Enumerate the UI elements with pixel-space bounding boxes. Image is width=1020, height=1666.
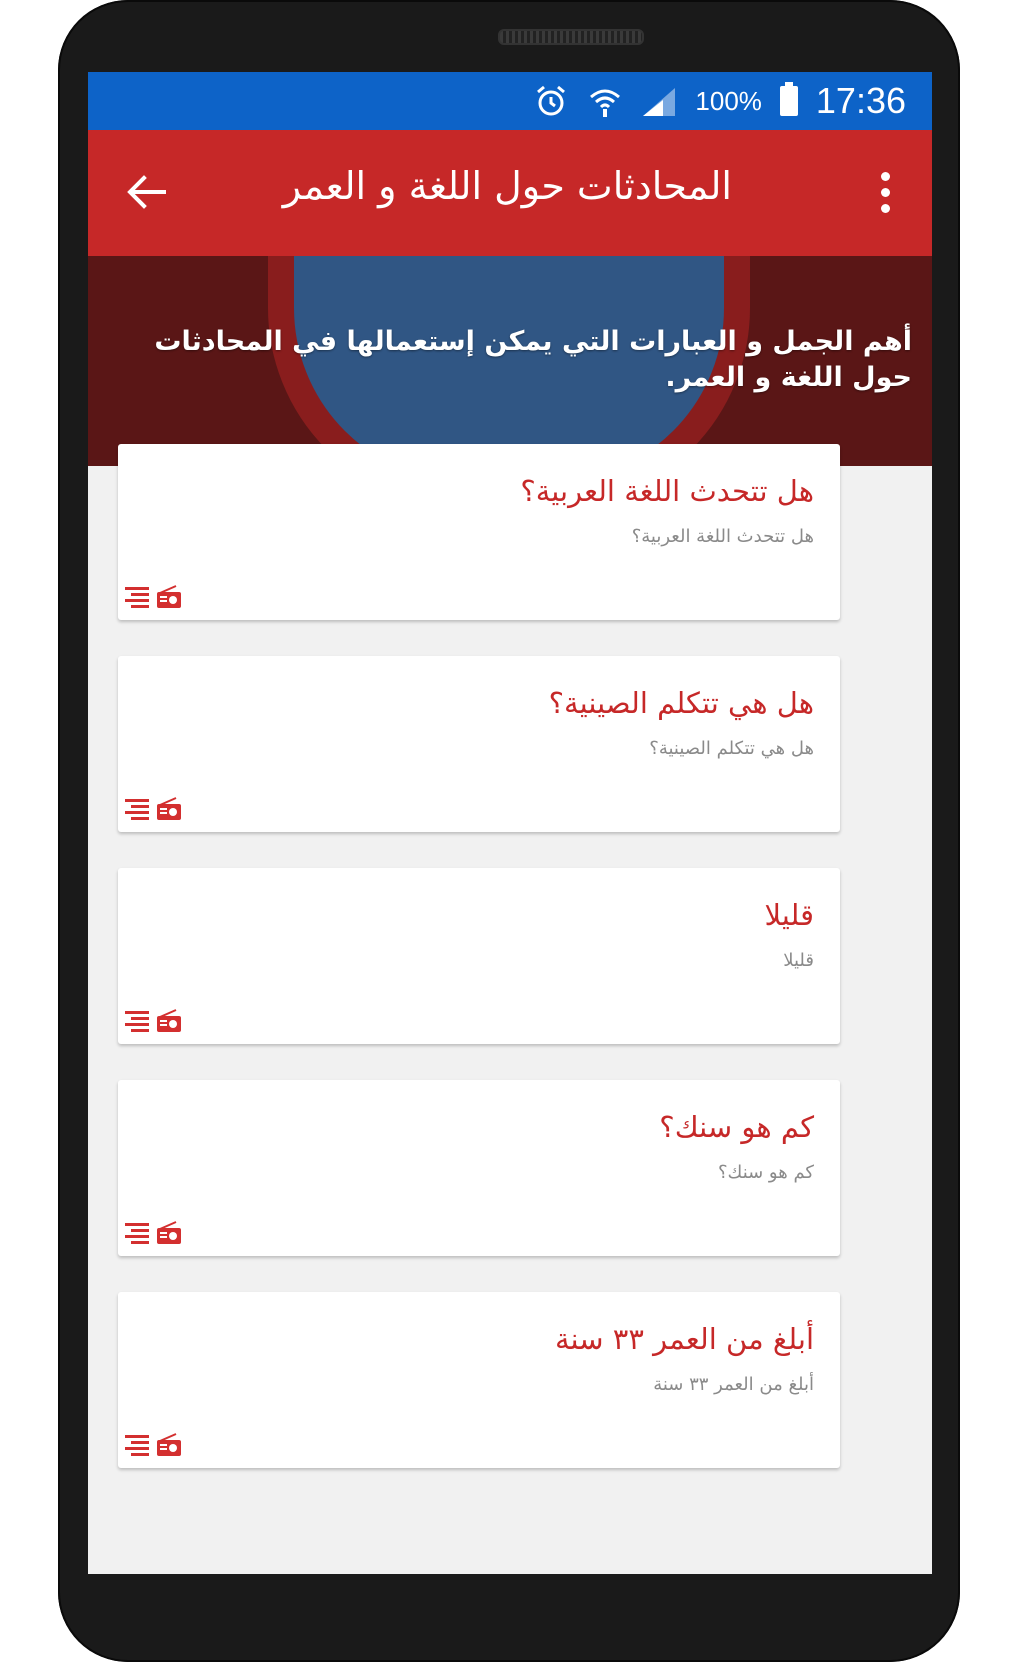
play-audio-button[interactable]: [156, 1432, 182, 1458]
phrase-translation: هل تتحدث اللغة العربية؟: [631, 526, 814, 547]
banner-description: أهم الجمل و العبارات التي يمكن إستعمالها في المحادثات حول اللغة و العمر.: [154, 326, 912, 393]
text-lines-button[interactable]: [124, 796, 150, 822]
header-banner: [88, 256, 932, 466]
card-actions: [124, 584, 182, 610]
more-vert-icon: [881, 172, 890, 181]
phrase-translation: قليلا: [783, 950, 814, 971]
alarm-icon: [533, 83, 569, 119]
play-audio-button[interactable]: [156, 796, 182, 822]
back-button[interactable]: [118, 164, 174, 220]
status-time: 17:36: [815, 80, 906, 121]
text-lines-icon: [125, 1434, 149, 1456]
card-actions: [124, 796, 182, 822]
text-lines-icon: [125, 586, 149, 608]
page-title: المحادثات حول اللغة و العمر: [282, 164, 732, 208]
list-item[interactable]: [118, 1292, 840, 1468]
battery-icon: [780, 86, 798, 116]
screen: [88, 72, 932, 1574]
text-lines-button[interactable]: [124, 1432, 150, 1458]
wifi-icon: [587, 83, 623, 119]
text-lines-button[interactable]: [124, 1008, 150, 1034]
phrase-title: أبلغ من العمر ٣٣ سنة: [554, 1322, 814, 1356]
card-actions: [124, 1432, 182, 1458]
text-lines-button[interactable]: [124, 1220, 150, 1246]
text-lines-button[interactable]: [124, 584, 150, 610]
speaker-grille: [498, 29, 644, 45]
radio-icon: [156, 1221, 182, 1245]
radio-icon: [156, 585, 182, 609]
card-actions: [124, 1220, 182, 1246]
list-item[interactable]: [118, 1080, 840, 1256]
list-item[interactable]: [118, 656, 840, 832]
phrase-list: [118, 444, 840, 1504]
battery-percent: 100%: [695, 85, 762, 116]
status-bar: [88, 72, 932, 130]
card-actions: [124, 1008, 182, 1034]
overflow-menu-button[interactable]: [860, 164, 910, 220]
play-audio-button[interactable]: [156, 1220, 182, 1246]
radio-icon: [156, 797, 182, 821]
text-lines-icon: [125, 798, 149, 820]
radio-icon: [156, 1009, 182, 1033]
phrase-translation: كم هو سنك؟: [717, 1162, 814, 1183]
signal-icon: [641, 86, 677, 116]
phrase-translation: أبلغ من العمر ٣٣ سنة: [653, 1374, 814, 1395]
phrase-title: هل هي تتكلم الصينية؟: [548, 686, 814, 720]
arrow-left-icon: [126, 174, 166, 210]
list-item[interactable]: [118, 444, 840, 620]
phrase-title: هل تتحدث اللغة العربية؟: [520, 474, 814, 508]
phrase-title: قليلا: [764, 898, 814, 932]
text-lines-icon: [125, 1222, 149, 1244]
list-item[interactable]: [118, 868, 840, 1044]
radio-icon: [156, 1433, 182, 1457]
phrase-translation: هل هي تتكلم الصينية؟: [649, 738, 814, 759]
text-lines-icon: [125, 1010, 149, 1032]
app-bar: [88, 130, 932, 256]
status-icons: [533, 72, 906, 130]
phrase-title: كم هو سنك؟: [659, 1110, 814, 1144]
play-audio-button[interactable]: [156, 1008, 182, 1034]
play-audio-button[interactable]: [156, 584, 182, 610]
